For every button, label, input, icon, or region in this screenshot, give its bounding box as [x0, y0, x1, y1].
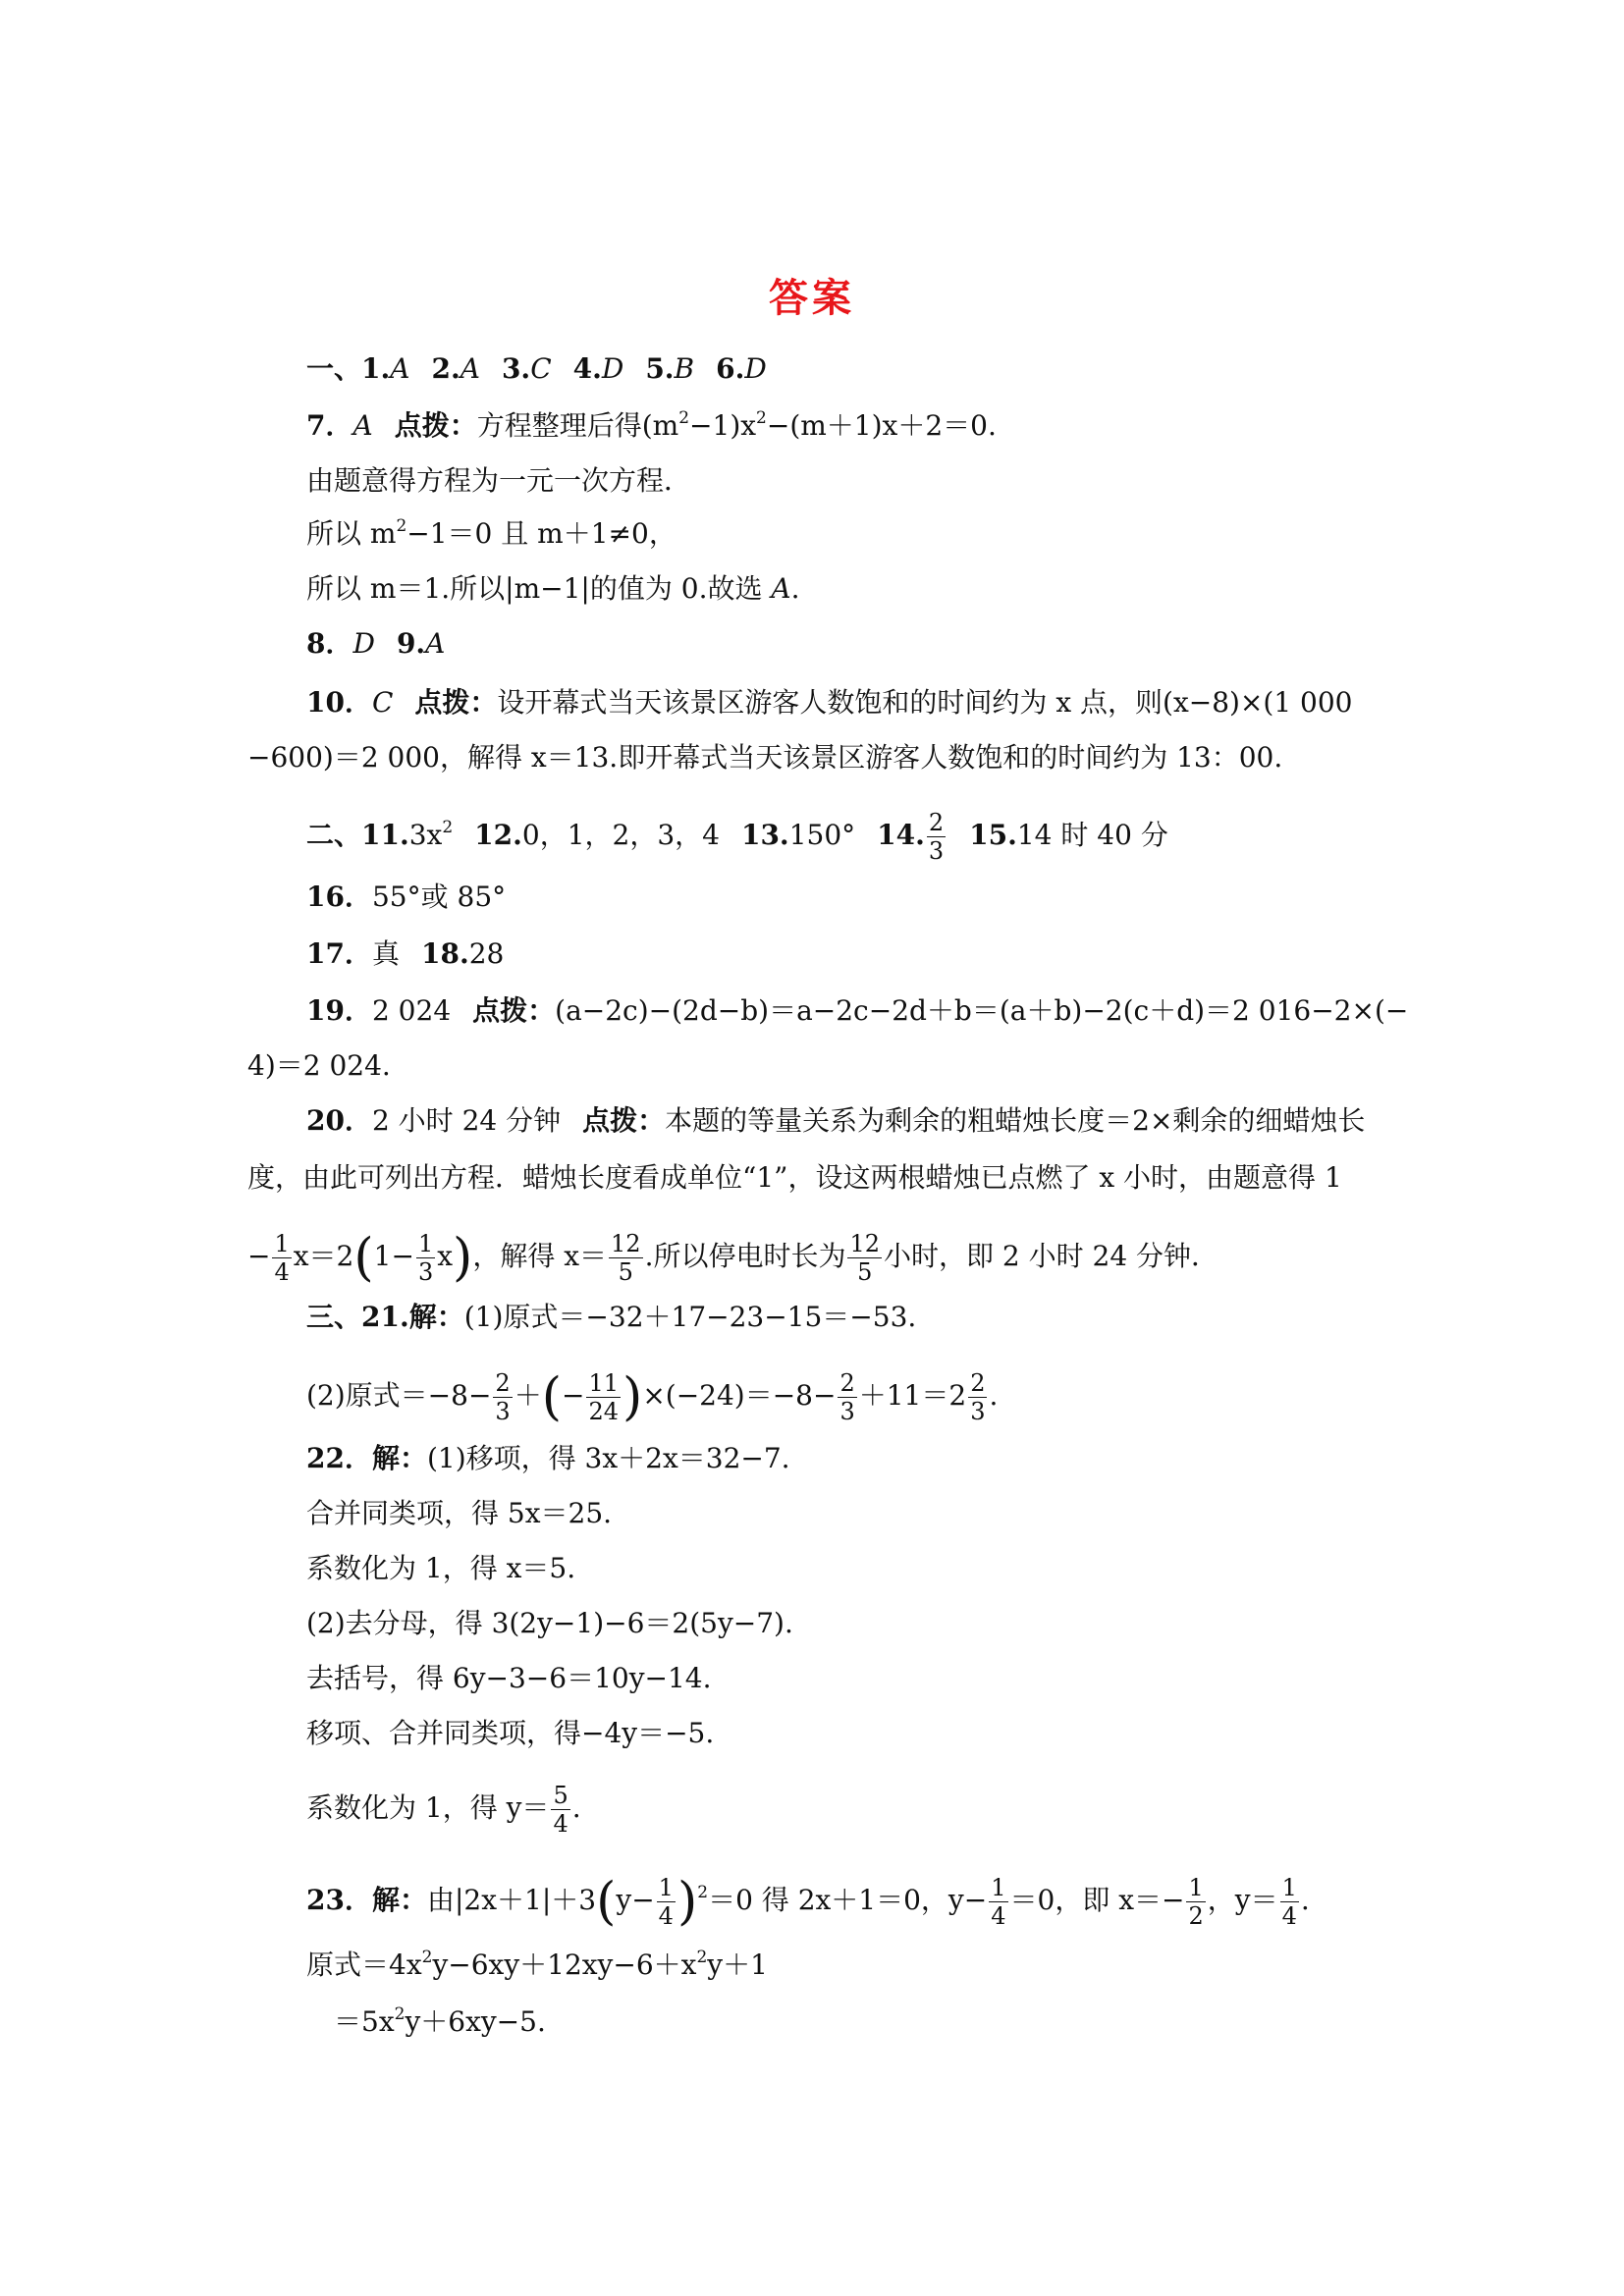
question-num: 8． — [306, 627, 353, 660]
denominator: 3 — [928, 837, 945, 865]
text: −(m＋1)x＋2＝0. — [766, 409, 997, 442]
q17-q18-line — [306, 934, 504, 974]
text: 1− — [373, 1240, 414, 1272]
text: . — [989, 1379, 999, 1412]
denominator: 4 — [274, 1258, 290, 1286]
answer-choice: C — [371, 686, 394, 719]
text: − — [562, 1379, 585, 1412]
answer: 3x — [408, 819, 443, 851]
text: ＝5x — [334, 2005, 395, 2038]
answer: 0，1，2，3，4 — [521, 819, 720, 851]
text: ＝0 得 2x＋1＝0，y− — [708, 1884, 988, 1916]
numerator: 1 — [1188, 1874, 1204, 1901]
fraction — [272, 1232, 291, 1284]
text: −1＝0 且 m＋1≠0， — [406, 517, 677, 550]
section-one-answers — [306, 349, 767, 389]
q23-line-1 — [306, 1871, 1310, 1930]
text: x＝2 — [293, 1240, 354, 1272]
text: (1)原式＝−32＋17−23−15＝−53. — [463, 1301, 917, 1333]
q7-line-2: 由题意得方程为一元一次方程． — [306, 464, 692, 497]
solution-label: 解： — [371, 1442, 427, 1474]
text: 方程整理后得(m — [476, 409, 679, 442]
fraction — [551, 1784, 569, 1836]
text: (2)原式＝−8− — [306, 1379, 492, 1412]
text: 原式＝4x — [306, 1949, 422, 1981]
q22-line-5: 去括号，得 6y−3−6＝10y−14. — [306, 1662, 712, 1694]
solution-label: 解： — [408, 1301, 464, 1333]
q8-q9-line — [306, 624, 445, 664]
numerator: 2 — [839, 1369, 855, 1397]
denominator: 4 — [991, 1902, 1006, 1930]
numerator: 5 — [553, 1782, 568, 1809]
text: ＋ — [514, 1379, 542, 1412]
text: . — [571, 1791, 581, 1824]
question-num: 11. — [361, 819, 409, 851]
numerator: 12 — [611, 1230, 641, 1257]
question-num: 10． — [306, 686, 372, 719]
fraction — [609, 1232, 643, 1284]
right-paren: ) — [677, 1872, 698, 1932]
answer-choice: D — [601, 352, 624, 385]
question-num: 15. — [969, 819, 1017, 851]
answer: 55°或 85° — [371, 881, 507, 913]
numerator: 2 — [970, 1369, 986, 1397]
text: 由|2x＋1|＋3 — [426, 1884, 597, 1916]
q22-line-3: 系数化为 1，得 x＝5. — [306, 1552, 576, 1584]
answer-choice: A — [390, 352, 410, 385]
answer-num: 6. — [716, 352, 745, 385]
q22-line-2: 合并同类项，得 5x＝25. — [306, 1497, 613, 1529]
numerator: 2 — [928, 809, 945, 836]
section-head: 三、 — [306, 1301, 362, 1333]
denominator: 4 — [1281, 1902, 1297, 1930]
q21-line-1 — [306, 1298, 916, 1337]
superscript: 2 — [421, 1948, 433, 1967]
superscript: 2 — [442, 818, 454, 837]
hint-label: 点拨： — [394, 409, 477, 442]
left-paren: ( — [353, 1228, 374, 1288]
answer-choice: B — [674, 352, 695, 385]
fraction — [1186, 1876, 1205, 1928]
text: 所以 m＝1.所以|m−1|的值为 0.故选 — [306, 572, 772, 605]
denominator: 3 — [839, 1398, 855, 1425]
question-num: 14. — [877, 819, 925, 851]
question-num: 12. — [474, 819, 522, 851]
answer-choice: A — [460, 352, 480, 385]
text: y−6xy＋12xy−6＋x — [432, 1949, 697, 1981]
text: ×(−24)＝−8− — [642, 1379, 837, 1412]
answer-num: 3. — [501, 352, 531, 385]
answer: 真 — [371, 937, 400, 970]
question-num: 18. — [420, 937, 469, 970]
text: y＋1 — [707, 1949, 768, 1981]
text: y＋6xy−5. — [405, 2005, 546, 2038]
numerator: 2 — [495, 1369, 511, 1397]
answer-choice: D — [352, 627, 375, 660]
text: . — [1300, 1884, 1310, 1916]
superscript: 2 — [756, 408, 767, 428]
q19-line-1 — [306, 991, 1408, 1031]
numerator: 1 — [991, 1874, 1006, 1901]
text: .所以停电时长为 — [644, 1240, 846, 1272]
denominator: 24 — [588, 1398, 620, 1425]
text: 小时，即 2 小时 24 分钟． — [884, 1240, 1219, 1272]
right-paren: ) — [623, 1367, 643, 1427]
q7-line-1 — [306, 406, 997, 446]
answer: 2 小时 24 分钟 — [371, 1104, 562, 1137]
fraction — [1280, 1876, 1299, 1928]
question-num: 21. — [361, 1301, 409, 1333]
q7-line-3 — [306, 514, 677, 554]
answer-num: 2. — [431, 352, 460, 385]
solution-label: 解： — [371, 1884, 427, 1916]
fraction — [416, 1232, 435, 1284]
q20-line-3 — [247, 1227, 1218, 1286]
text: . — [790, 572, 800, 605]
question-num: 22． — [306, 1442, 372, 1474]
q21-line-2 — [306, 1366, 998, 1425]
denominator: 4 — [658, 1902, 674, 1930]
text: (a−2c)−(2d−b)＝a−2c−2d＋b＝(a＋b)−2(c＋d)＝2 016−2×(− — [555, 994, 1409, 1027]
answer-choice: A — [425, 627, 446, 660]
answer-choice: D — [744, 352, 767, 385]
section-two-answers — [306, 811, 1168, 863]
left-paren: ( — [596, 1872, 617, 1932]
superscript: 2 — [678, 408, 690, 428]
superscript: 2 — [697, 1883, 709, 1902]
fraction — [586, 1371, 621, 1423]
q20-line-1 — [306, 1101, 1365, 1141]
question-num: 16． — [306, 881, 372, 913]
text: 系数化为 1，得 y＝ — [306, 1791, 550, 1824]
q22-line-6: 移项、合并同类项，得−4y＝−5. — [306, 1717, 715, 1749]
section-head: 二、 — [306, 819, 362, 851]
answer-choice: A — [771, 572, 791, 605]
superscript: 2 — [396, 516, 407, 536]
text: 本题的等量关系为剩余的粗蜡烛长度＝2×剩余的细蜡烛长 — [665, 1104, 1366, 1137]
text: ，y＝ — [1207, 1884, 1278, 1916]
fraction — [927, 811, 946, 863]
hint-label: 点拨： — [472, 994, 556, 1027]
superscript: 2 — [696, 1948, 708, 1967]
fraction — [657, 1876, 676, 1928]
numerator: 11 — [588, 1369, 620, 1397]
fraction — [968, 1371, 987, 1423]
text: − — [247, 1240, 271, 1272]
text: 所以 m — [306, 517, 397, 550]
answer: 14 时 40 分 — [1016, 819, 1168, 851]
text: x — [437, 1240, 454, 1272]
text: −1)x — [689, 409, 757, 442]
text: 设开幕式当天该景区游客人数饱和的时间约为 x 点，则(x−8)×(1 000 — [497, 686, 1353, 719]
question-num: 23． — [306, 1884, 372, 1916]
denominator: 5 — [618, 1258, 633, 1286]
numerator: 12 — [849, 1230, 881, 1257]
question-num: 13. — [740, 819, 789, 851]
superscript: 2 — [394, 2004, 406, 2024]
page-title: 答案 — [769, 276, 855, 321]
question-num: 9. — [396, 627, 426, 660]
denominator: 3 — [417, 1258, 434, 1286]
q10-line-1 — [306, 683, 1352, 722]
fraction — [838, 1371, 856, 1423]
fraction — [493, 1371, 512, 1423]
text: ＝0，即 x＝− — [1009, 1884, 1185, 1916]
q23-line-2 — [306, 1946, 768, 1985]
right-paren: ) — [453, 1228, 473, 1288]
numerator: 1 — [1281, 1874, 1297, 1901]
q7-line-4 — [306, 569, 800, 609]
denominator: 5 — [857, 1258, 873, 1286]
q22-line-7 — [306, 1779, 581, 1838]
answer-choice: A — [352, 409, 373, 442]
question-num: 20． — [306, 1104, 372, 1137]
denominator: 3 — [970, 1398, 986, 1425]
left-paren: ( — [541, 1367, 562, 1427]
q22-line-1 — [306, 1439, 790, 1478]
q10-line-2: −600)＝2 000，解得 x＝13.即开幕式当天该景区游客人数饱和的时间约为 13：00. — [247, 741, 1283, 774]
q22-line-4: (2)去分母，得 3(2y−1)−6＝2(5y−7). — [306, 1607, 793, 1639]
numerator: 1 — [417, 1230, 434, 1257]
q16-line — [306, 878, 506, 917]
answer: 28 — [468, 937, 505, 970]
fraction — [989, 1876, 1007, 1928]
text: y− — [616, 1884, 655, 1916]
answer-num: 1. — [361, 352, 391, 385]
hint-label: 点拨： — [582, 1104, 666, 1137]
answer-choice: C — [530, 352, 552, 385]
text: ＋11＝2 — [858, 1379, 967, 1412]
numerator: 1 — [658, 1874, 674, 1901]
denominator: 2 — [1188, 1902, 1204, 1930]
denominator: 3 — [495, 1398, 511, 1425]
q23-line-3-text — [334, 2002, 546, 2042]
text: (1)移项，得 3x＋2x＝32−7. — [426, 1442, 790, 1474]
hint-label: 点拨： — [414, 686, 498, 719]
q20-line-2: 度，由此可列出方程．蜡烛长度看成单位“1”，设这两根蜡烛已点燃了 x 小时，由题意得 1 — [247, 1161, 1342, 1194]
question-num: 19． — [306, 994, 372, 1027]
denominator: 4 — [553, 1810, 568, 1838]
answer: 2 024 — [371, 994, 452, 1027]
fraction — [847, 1232, 882, 1284]
section-head: 一、 — [306, 352, 362, 385]
q19-line-2: 4)＝2 024. — [247, 1049, 391, 1082]
question-num: 17． — [306, 937, 372, 970]
answer-num: 5. — [645, 352, 675, 385]
numerator: 1 — [274, 1230, 290, 1257]
answer: 150° — [788, 819, 856, 851]
question-num: 7． — [306, 409, 353, 442]
text: ，解得 x＝ — [472, 1240, 608, 1272]
answer-num: 4. — [572, 352, 602, 385]
